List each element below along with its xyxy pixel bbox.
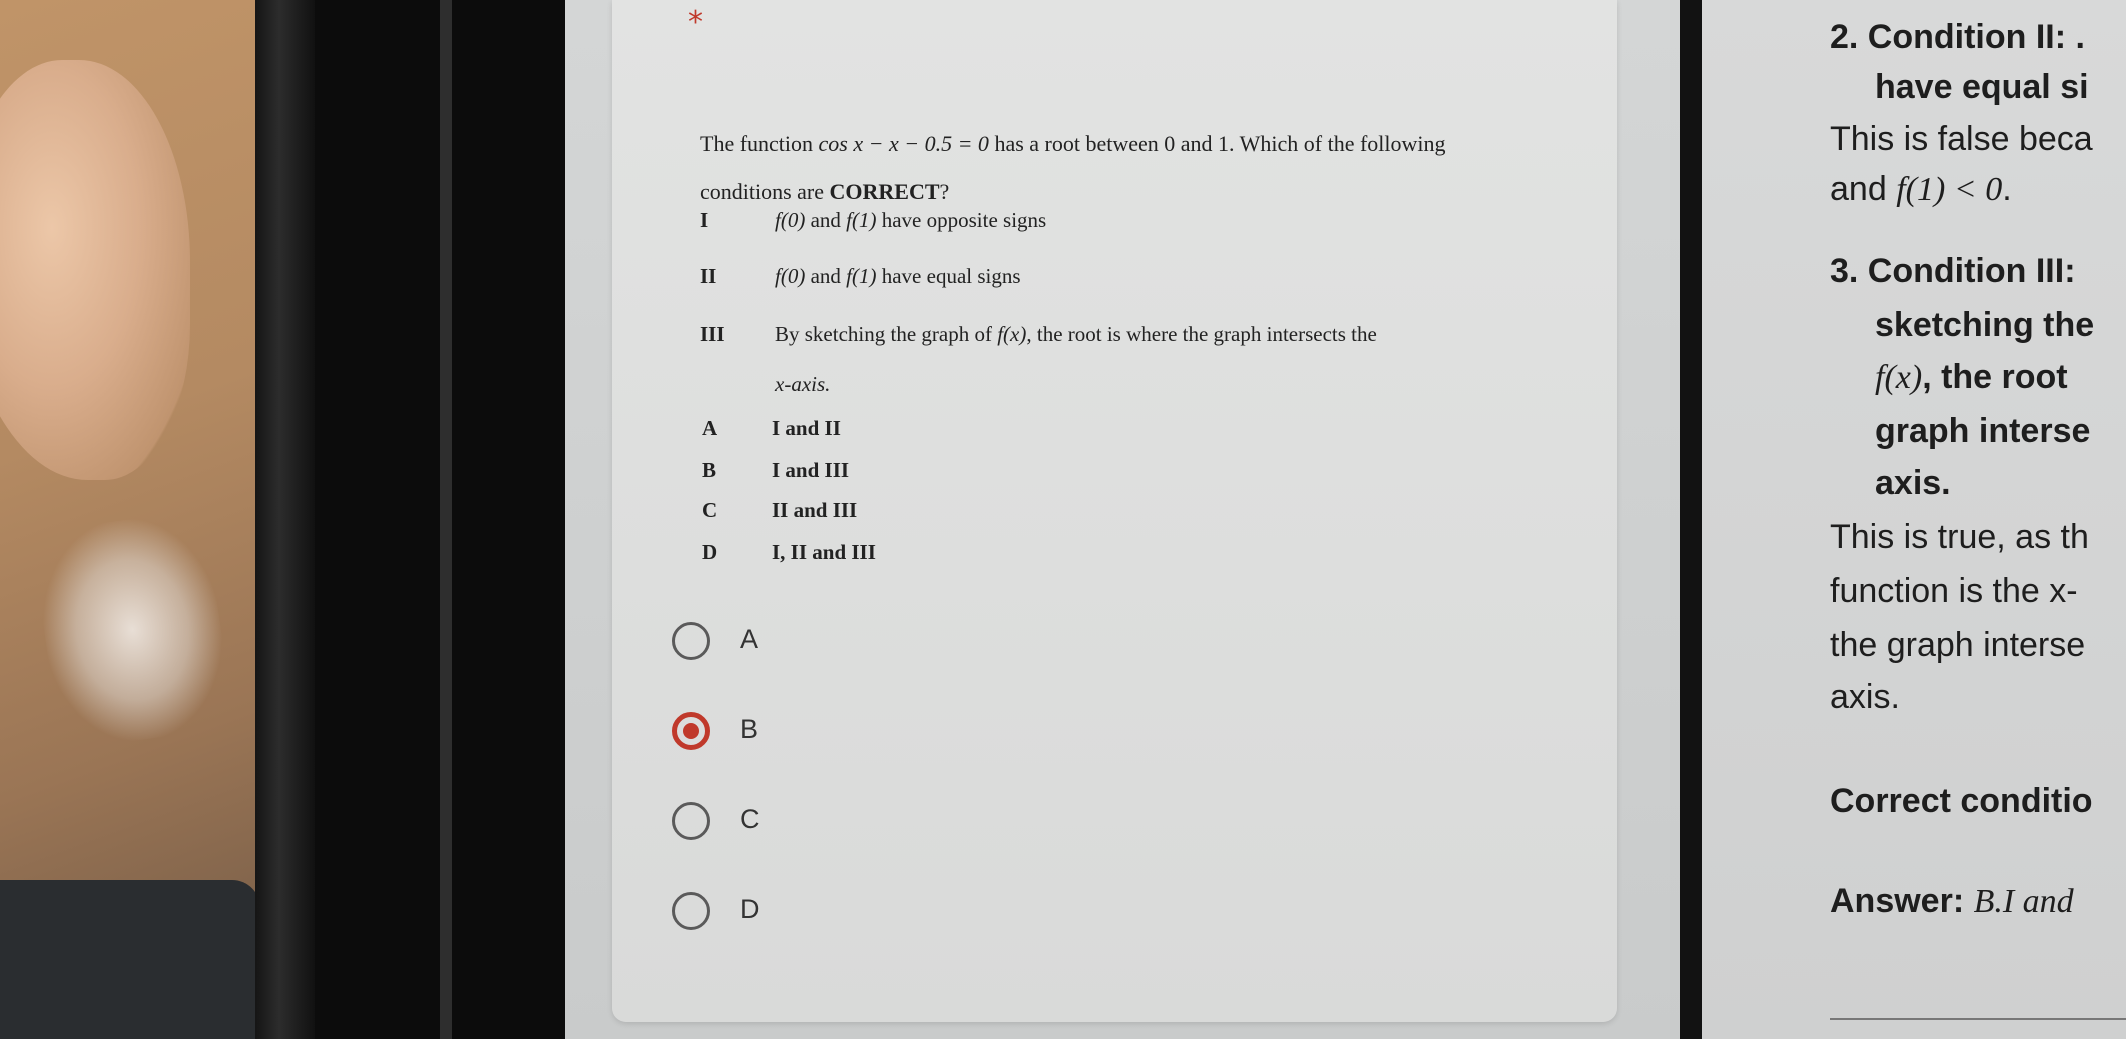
light-glare	[31, 509, 235, 751]
stem-punctuation: ?	[939, 179, 950, 204]
radio-button-selected[interactable]	[672, 712, 710, 750]
choice-letter: B	[702, 458, 717, 482]
condition-text	[775, 264, 1021, 289]
radio-option-c[interactable]	[672, 802, 1072, 846]
condition-math: f(1)	[846, 264, 877, 288]
explanation-line: axis.	[1830, 678, 1900, 716]
explanation-text: , the root	[1922, 358, 2068, 396]
radio-label: D	[740, 894, 760, 924]
explanation-math: f(1) < 0	[1896, 171, 2003, 208]
stem-emphasis: CORRECT	[829, 179, 940, 204]
radio-button[interactable]	[672, 622, 710, 660]
condition-text	[775, 208, 1046, 233]
condition-text-part: have equal signs	[876, 264, 1021, 288]
explanation-line: axis.	[1875, 464, 1951, 502]
explanation-line: Correct conditio	[1830, 782, 2093, 820]
explanation-line: 2. Condition II: .	[1830, 18, 2085, 56]
explanation-line: This is true, as th	[1830, 518, 2089, 556]
choice-letter: A	[702, 416, 718, 440]
screen-divider	[1680, 0, 1702, 1039]
condition-text-part: , the root is where the graph intersects the	[1026, 322, 1377, 346]
explanation-line: This is false beca	[1830, 120, 2093, 158]
condition-math: f(0)	[775, 264, 806, 288]
explanation-line: the graph interse	[1830, 626, 2086, 664]
choice-text: I and III	[772, 458, 850, 482]
radio-label: A	[740, 624, 759, 654]
radio-button[interactable]	[672, 802, 710, 840]
explanation-line: function is the x-	[1830, 572, 2078, 610]
condition-text-part: and	[805, 208, 847, 232]
choice-letter: D	[702, 540, 718, 564]
choice-text: I and II	[772, 416, 841, 440]
condition-text	[775, 322, 1377, 347]
radio-selected-dot	[683, 723, 699, 739]
answer-value: B.I and	[1973, 883, 2074, 920]
explanation-line: graph interse	[1875, 412, 2091, 450]
explanation-line	[1830, 882, 2074, 921]
stem-text: conditions are	[700, 179, 825, 204]
radio-option-d[interactable]	[672, 892, 1072, 936]
explanation-line: 3. Condition III:	[1830, 252, 2076, 290]
answer-label: Answer:	[1830, 882, 1965, 920]
explanation-text: .	[2002, 170, 2012, 208]
question-stem	[700, 120, 1580, 216]
condition-text-part: have opposite signs	[876, 208, 1047, 232]
explanation-line	[1875, 358, 2068, 397]
choice-letter: C	[702, 498, 718, 522]
radio-button[interactable]	[672, 892, 710, 930]
stem-text-continued: has a root between 0 and 1. Which of the following	[994, 131, 1446, 156]
condition-number: II	[700, 264, 717, 288]
question-stem-line1	[700, 120, 1580, 168]
tablet-case-edge	[255, 0, 315, 1039]
phone-corner	[0, 880, 260, 1039]
condition-math: f(1)	[846, 208, 877, 232]
condition-number: I	[700, 208, 709, 232]
choice-text: II and III	[772, 498, 858, 522]
condition-text-part: and	[805, 264, 847, 288]
condition-text-part: By sketching the graph of	[775, 322, 998, 346]
explanation-line: have equal si	[1875, 68, 2089, 106]
bezel-highlight	[440, 0, 452, 1039]
condition-math: f(0)	[775, 208, 806, 232]
section-rule	[1830, 1018, 2126, 1020]
radio-label: C	[740, 804, 760, 834]
required-marker: *	[688, 5, 703, 40]
condition-math: f(x)	[997, 322, 1027, 346]
radio-option-b[interactable]	[672, 712, 1072, 756]
explanation-text: and	[1830, 170, 1887, 208]
radio-label: B	[740, 714, 759, 744]
condition-text: x-axis.	[775, 372, 831, 396]
explanation-math: f(x)	[1875, 359, 1923, 396]
stem-text: The function	[700, 131, 814, 156]
stem-equation: cos x − x − 0.5 = 0	[818, 131, 989, 156]
explanation-line	[1830, 170, 2012, 209]
choice-text: I, II and III	[772, 540, 876, 564]
radio-option-a[interactable]	[672, 622, 1072, 666]
explanation-line: sketching the	[1875, 306, 2095, 344]
condition-number: III	[700, 322, 725, 346]
